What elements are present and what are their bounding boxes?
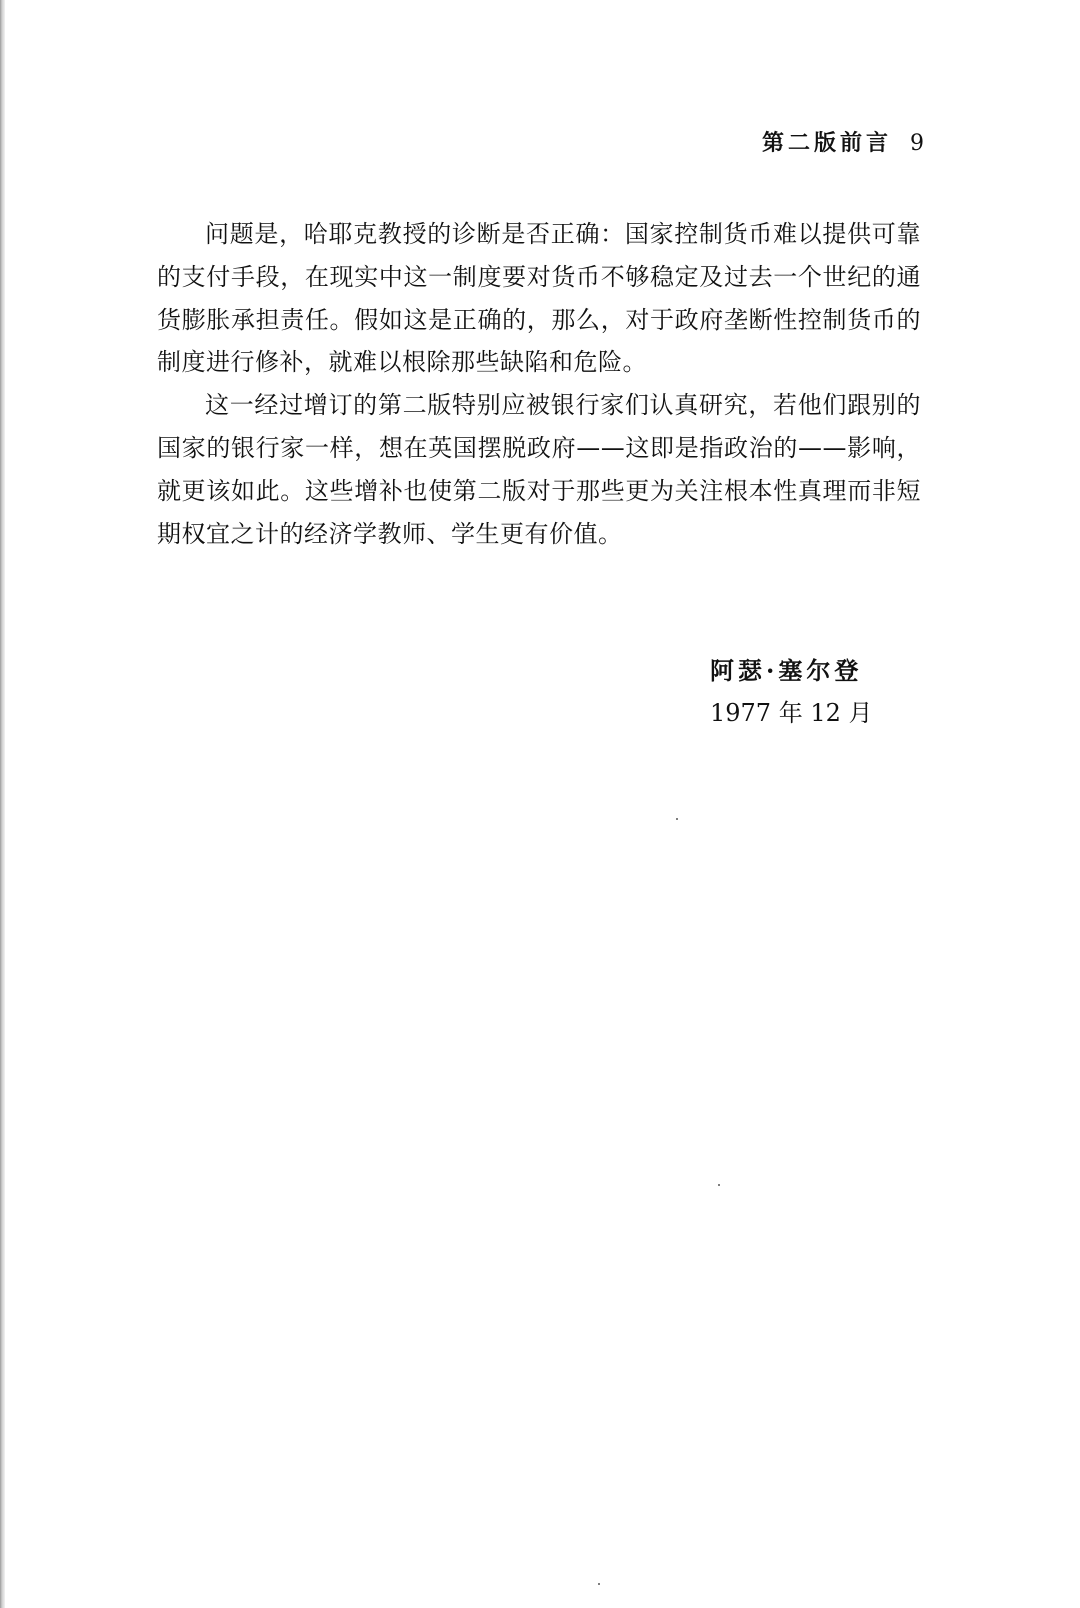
signature-block (710, 650, 873, 734)
page-binding-edge (0, 0, 5, 1608)
signature-date: 1977 年 12 月 (710, 699, 873, 727)
body-text (157, 213, 921, 555)
scan-speck (718, 1184, 720, 1186)
paragraph-2: 这一经过增订的第二版特别应被银行家们认真研究，若他们跟别的国家的银行家一样，想在英国摆脱政府——这即是指政治的——影响，就更该如此。这些增补也使第二版对于那些更为关注根本性真理而非短期权宜之计的经济学教师、学生更有价值。 (157, 391, 921, 548)
scan-speck (676, 818, 678, 820)
scan-speck (598, 1583, 600, 1585)
running-head-title: 第二版前言 (761, 130, 892, 156)
paragraph-1: 问题是，哈耶克教授的诊断是否正确：国家控制货币难以提供可靠的支付手段，在现实中这一制度要对货币不够稳定及过去一个世纪的通货膨胀承担责任。假如这是正确的，那么，对于政府垄断性控制货币的制度进行修补，就难以根除那些缺陷和危险。 (157, 220, 921, 377)
page-number: 9 (910, 131, 924, 156)
running-head (762, 126, 924, 157)
signature-author: 阿瑟·塞尔登 (710, 656, 863, 685)
